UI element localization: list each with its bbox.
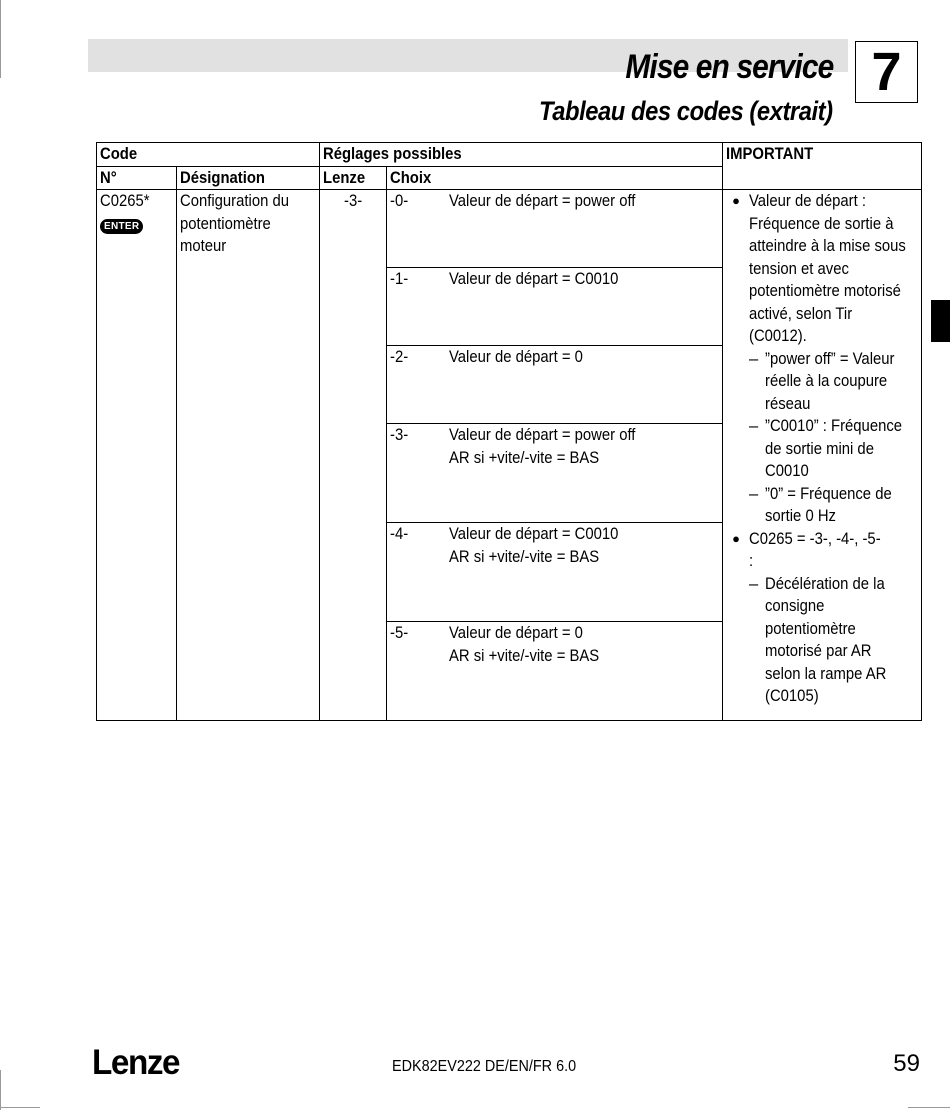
code-designation: Configuration du potentiomètre moteur: [180, 192, 289, 255]
choice-number: -1-: [390, 270, 409, 288]
col-header-designation: Désignation: [180, 168, 265, 187]
crop-mark: [0, 1107, 40, 1108]
page-subtitle: Tableau des codes (extrait): [539, 96, 833, 126]
choice-item: [390, 523, 719, 568]
crop-mark: [0, 1070, 1, 1110]
document-reference: EDK82EV222 DE/EN/FR 6.0: [392, 1058, 577, 1075]
choice-number: -2-: [390, 348, 409, 366]
col-header-reglages: Réglages possibles: [323, 145, 462, 163]
page-number: 59: [893, 1050, 920, 1077]
important-note: C0265 = -3-, -4-, -5- :: [749, 529, 881, 570]
enter-key-icon: ENTER: [100, 219, 143, 234]
chapter-side-tab: [931, 300, 950, 342]
important-subnote: Décélération de la consigne potentiomètre motorisé par AR selon la rampe AR (C0105): [765, 574, 887, 705]
choice-item: [390, 622, 719, 667]
choice-item: [390, 268, 719, 291]
choice-text: Valeur de départ = C0010: [449, 270, 619, 288]
bullet-icon: ●: [732, 530, 740, 546]
code-number: C0265*: [100, 192, 150, 210]
col-header-important: IMPORTANT: [726, 145, 814, 163]
header-row-1: [97, 143, 922, 167]
choice-text: Valeur de départ = 0: [449, 348, 583, 366]
important-subnote: ”power off” = Valeur réelle à la coupure réseau: [765, 349, 895, 413]
choice-item: [390, 190, 719, 213]
choice-text: AR si +vite/-vite = BAS: [449, 547, 600, 566]
table-row: [97, 190, 922, 268]
choice-item: [390, 424, 719, 469]
choice-number: -5-: [390, 624, 409, 642]
chapter-number: 7: [855, 41, 918, 103]
choice-text: AR si +vite/-vite = BAS: [449, 646, 600, 665]
important-note: Valeur de départ : Fréquence de sortie à atteindre à la mise sous tension et avec potentiomètre motorisé activé, selon Tir (C0012).: [749, 192, 906, 345]
crop-mark: [0, 0, 1, 78]
choice-item: [390, 346, 719, 369]
dash-icon: –: [749, 417, 759, 435]
choice-text: Valeur de départ = power off: [449, 192, 636, 210]
choice-text: AR si +vite/-vite = BAS: [449, 448, 600, 467]
dash-icon: –: [749, 349, 759, 368]
page-title: Mise en service: [624, 48, 833, 86]
choice-text: Valeur de départ = 0: [449, 624, 583, 642]
bullet-icon: ●: [732, 193, 740, 208]
lenze-default: -3-: [343, 192, 363, 210]
choice-text: Valeur de départ = power off: [449, 426, 636, 444]
col-header-code: Code: [100, 145, 138, 163]
dash-icon: –: [749, 574, 759, 593]
important-notes: [723, 190, 922, 721]
col-header-choix: Choix: [390, 168, 432, 187]
choice-number: -4-: [390, 525, 409, 543]
crop-mark: [908, 1107, 950, 1108]
choice-number: -0-: [390, 192, 409, 210]
choice-number: -3-: [390, 426, 409, 444]
important-subnote: ”0” = Fréquence de sortie 0 Hz: [765, 484, 892, 525]
code-table: [96, 142, 922, 721]
lenze-logo: Lenze: [92, 1043, 180, 1082]
col-header-no: N°: [100, 168, 117, 187]
col-header-lenze: Lenze: [323, 168, 366, 187]
important-subnote: ”C0010” : Fréquence de sortie mini de C0010: [765, 417, 903, 480]
dash-icon: –: [749, 484, 759, 503]
choice-text: Valeur de départ = C0010: [449, 525, 619, 543]
